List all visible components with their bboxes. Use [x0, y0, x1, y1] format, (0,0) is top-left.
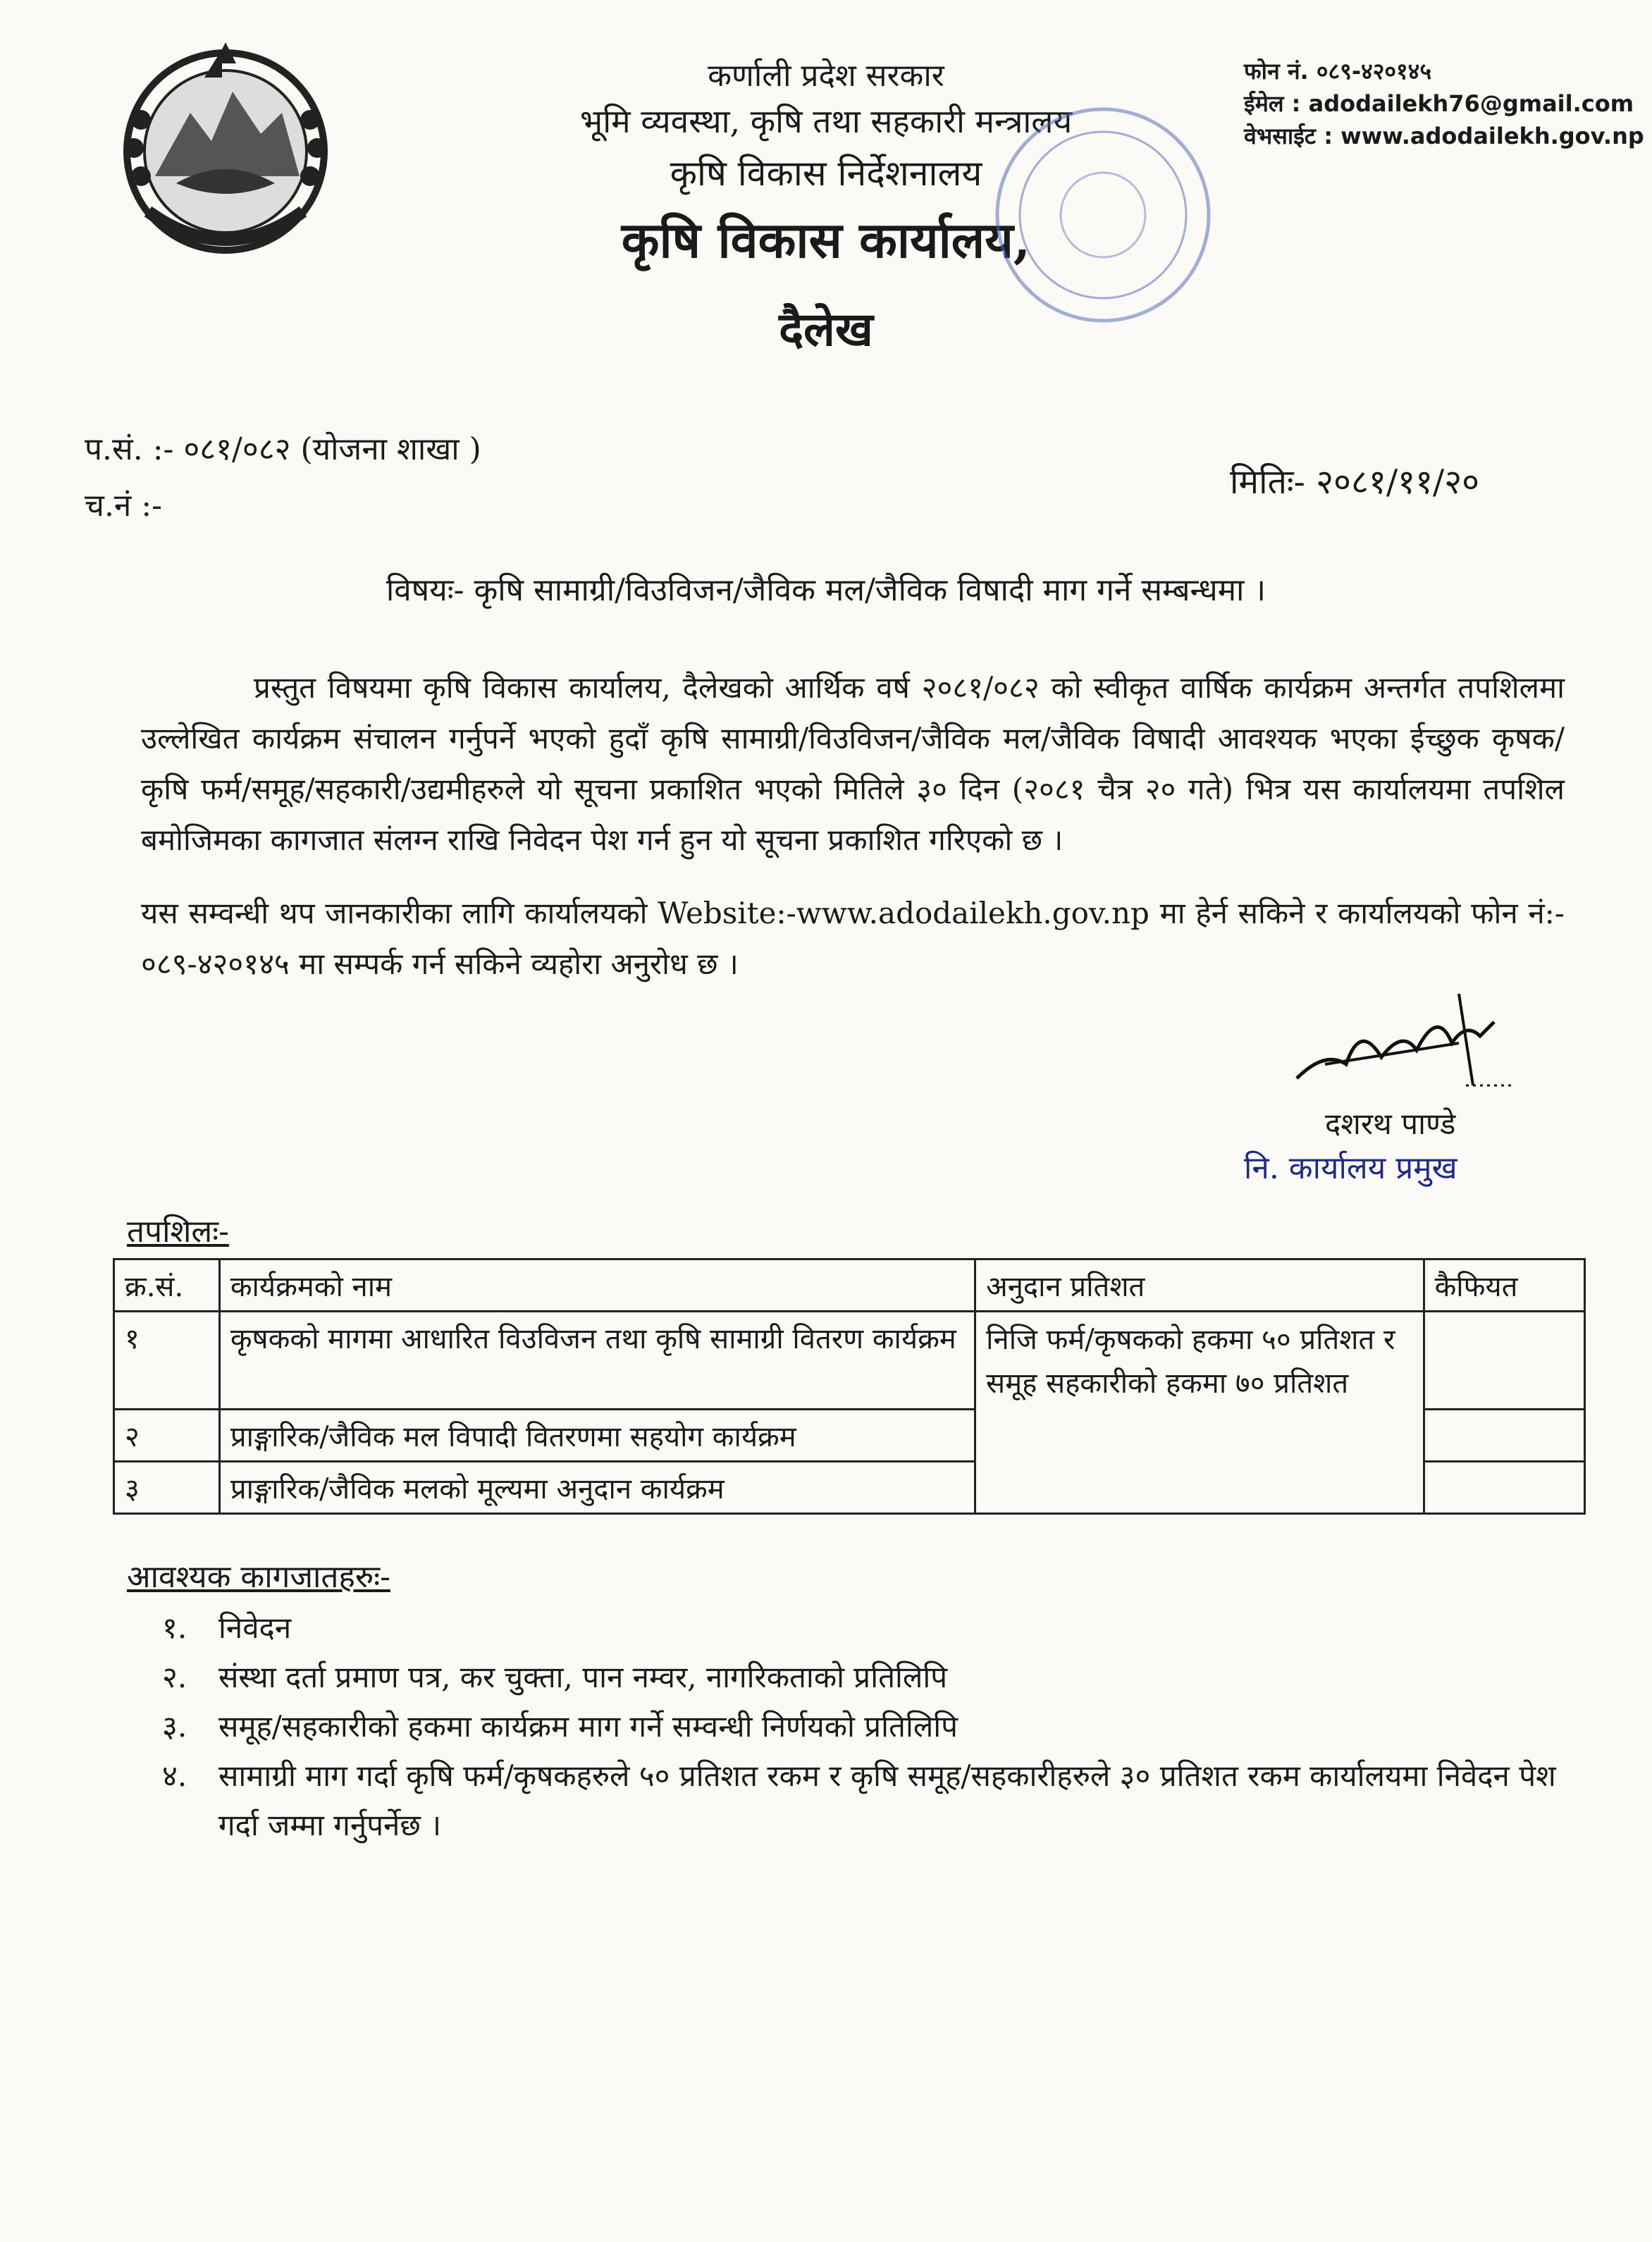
- signature: [1283, 980, 1515, 1100]
- office-stamp: [987, 99, 1219, 331]
- header-sn: क्र.सं.: [114, 1259, 220, 1312]
- row-remarks: [1424, 1312, 1584, 1410]
- documents-title: आवश्यक कागजातहरुः-: [127, 1559, 390, 1595]
- dispatch-number: च.नं :-: [85, 488, 163, 524]
- letter-subject: विषयः- कृषि सामाग्री/विउविजन/जैविक मल/जैविक विषादी माग गर्ने सम्बन्धमा ।: [386, 572, 1266, 608]
- schedule-table: [113, 1258, 1586, 1515]
- row-program: कृषकको मागमा आधारित विउविजन तथा कृषि सामाग्री वितरण कार्यक्रम: [219, 1312, 975, 1410]
- row-sn: १: [114, 1312, 220, 1410]
- header-grant: अनुदान प्रतिशत: [975, 1259, 1424, 1312]
- list-item: ४. सामाग्री माग गर्दा कृषि फर्म/कृषकहरुले ५० प्रतिशत रकम र कृषि समूह/सहकारीहरुले ३० प्रतिशत रकम कार्यालयमा निवेदन पेश गर्दा जम्मा गर्नुपर्नेछ ।: [162, 1759, 1556, 1842]
- row-program: प्राङ्गारिक/जैविक मल विपादी वितरणमा सहयोग कार्यक्रम: [219, 1410, 975, 1462]
- email-address: ईमेल : adodailekh76@gmail.com: [1244, 90, 1634, 117]
- list-item: २. संस्था दर्ता प्रमाण पत्र, कर चुक्ता, पान नम्वर, नागरिकताको प्रतिलिपि: [162, 1660, 948, 1694]
- reference-number: प.सं. :- ०८१/०८२ (योजना शाखा ): [85, 431, 481, 467]
- row-remarks: [1424, 1462, 1584, 1514]
- row-remarks: [1424, 1410, 1584, 1462]
- phone-number: फोन नं. ०८९-४२०१४५: [1244, 58, 1431, 85]
- row-program: प्राङ्गारिक/जैविक मलको मूल्यमा अनुदान कार्यक्रम: [219, 1462, 975, 1514]
- list-item: ३. समूह/सहकारीको हकमा कार्यक्रम माग गर्ने सम्वन्धी निर्णयको प्रतिलिपि: [162, 1709, 958, 1744]
- grant-percentage: निजि फर्म/कृषकको हकमा ५० प्रतिशत र समूह सहकारीको हकमा ७० प्रतिशत: [975, 1312, 1424, 1514]
- govt-name: कर्णाली प्रदेश सरकार: [708, 58, 944, 94]
- header-program: कार्यक्रमको नाम: [219, 1259, 975, 1312]
- table-header-row: [114, 1259, 1585, 1312]
- website-address: वेभसाईट : www.adodailekh.gov.np: [1244, 123, 1644, 149]
- letter-date: मितिः- २०८१/११/२०: [1230, 462, 1480, 502]
- district-name: दैलेख: [779, 302, 873, 357]
- signatory-title: नि. कार्यालय प्रमुख: [1244, 1150, 1457, 1186]
- row-sn: ३: [114, 1462, 220, 1514]
- list-item: १. निवेदन: [162, 1610, 292, 1645]
- contact-block: [1244, 55, 1644, 152]
- row-sn: २: [114, 1410, 220, 1462]
- documents-list: [162, 1603, 1579, 1850]
- header-remarks: कैफियत: [1424, 1259, 1584, 1312]
- schedule-title: तपशिलः-: [127, 1214, 229, 1250]
- body-paragraph-2: यस सम्वन्धी थप जानकारीका लागि कार्यालयको Website:-www.adodailekh.gov.np मा हेर्न सकिने र कार्यालयको फोन नं:- ०८९-४२०१४५ मा सम्पर्क गर्न सकिने व्यहोरा अनुरोध छ ।: [141, 896, 1565, 981]
- body-paragraph-1: प्रस्तुत विषयमा कृषि विकास कार्यालय, दैलेखको आर्थिक वर्ष २०८१/०८२ को स्वीकृत वार्षिक कार्यक्रम अन्तर्गत तपशिलमा उल्लेखित कार्यक्रम संचालन गर्नुपर्ने भएको हुदाँ कृषि सामाग्री/विउविजन/जैविक मल/जैविक विषादी आवश्यक भएका ईच्छुक कृषक/कृषि फर्म/समूह/सहकारी/उद्यमीहरुले यो सूचना प्रकाशित भएको मितिले ३० दिन (२०८१ चैत्र २० गते) भित्र यस कार्यालयमा तपशिल बमोजिमका कागजात संलग्न राखि निवेदन पेश गर्न हुन यो सूचना प्रकाशित गरिएको छ ।: [141, 670, 1565, 857]
- directorate-name: कृषि विकास निर्देशनालय: [670, 153, 982, 194]
- table-row: [114, 1312, 1585, 1410]
- signatory-name: दशरथ पाण्डे: [1325, 1107, 1456, 1141]
- office-name: कृषि विकास कार्यालय,: [621, 211, 1031, 269]
- ministry-name: भूमि व्यवस्था, कृषि तथा सहकारी मन्त्रालय: [579, 102, 1073, 140]
